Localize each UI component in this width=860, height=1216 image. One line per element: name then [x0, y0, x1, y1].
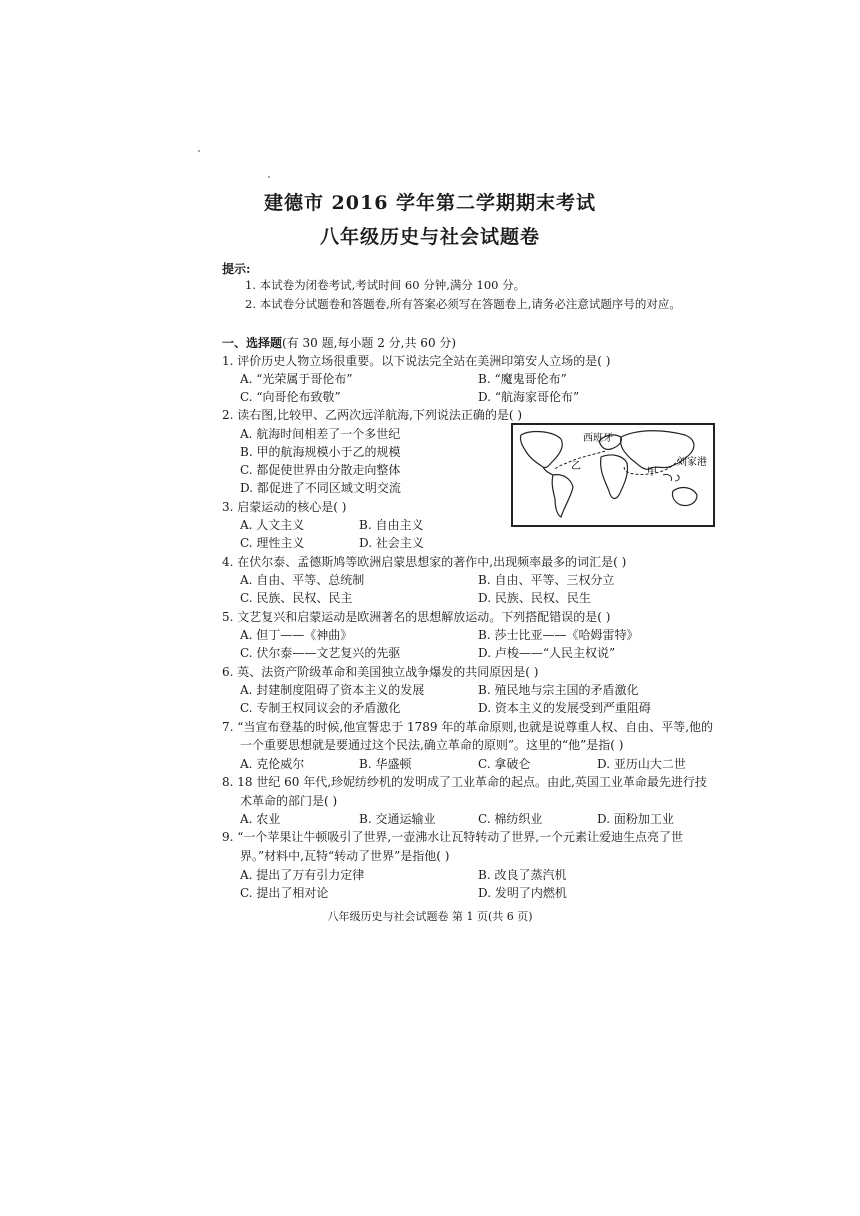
australia-shape	[672, 488, 697, 506]
option-a: A. 自由、平等、总统制	[240, 573, 365, 587]
notes-label: 提示:	[222, 262, 251, 276]
option-a: A. 航海时间相差了一个多世纪	[240, 427, 401, 441]
option-c: C. 理性主义	[240, 536, 305, 550]
option-d: D. 民族、民权、民生	[478, 591, 591, 605]
islands-shape	[663, 474, 679, 481]
note-item: 1. 本试卷为闭卷考试,考试时间 60 分钟,满分 100 分。	[245, 278, 526, 292]
option-c: C. 专制王权同议会的矛盾激化	[240, 701, 401, 715]
question-stem: 4. 在伏尔泰、孟德斯鸠等欧洲启蒙思想家的著作中,出现频率最多的词汇是( )	[222, 555, 627, 569]
option-d: D. 亚历山大二世	[597, 757, 686, 771]
exam-title: 建德市 2016 学年第二学期期末考试	[263, 192, 597, 214]
question-stem-continued: 一个重要思想就是要通过这个民法,确立革命的原则”。这里的“他”是指( )	[240, 738, 624, 752]
option-d: D. 面粉加工业	[597, 812, 674, 826]
section-label: 一、选择题	[222, 336, 283, 350]
question-stem: 5. 文艺复兴和启蒙运动是欧洲著名的思想解放运动。下列搭配错误的是( )	[222, 610, 611, 624]
option-a: A. 提出了万有引力定律	[240, 868, 365, 882]
option-d: D. 社会主义	[359, 536, 424, 550]
option-b: B. 改良了蒸汽机	[478, 868, 567, 882]
question-stem: 7. “当宣布登基的时候,他宣誓忠于 1789 年的革命原则,也就是说尊重人权、自由、平等,他的	[222, 720, 714, 734]
option-a: A. “光荣属于哥伦布”	[240, 372, 353, 386]
question-stem: 8. 18 世纪 60 年代,珍妮纺纱机的发明成了工业革命的起点。由此,英国工业革命最先进行技	[222, 775, 707, 789]
map-label-yi: 乙	[571, 461, 581, 472]
scan-speck	[268, 176, 270, 178]
africa-shape	[601, 455, 628, 498]
option-a: A. 人文主义	[240, 518, 305, 532]
option-c: C. “向哥伦布致敬”	[240, 390, 341, 404]
option-c: C. 都促使世界由分散走向整体	[240, 463, 401, 477]
world-map-drawing	[513, 425, 713, 525]
voyage-map	[511, 423, 715, 527]
option-c: C. 拿破仑	[478, 757, 531, 771]
option-b: B. “魔鬼哥伦布”	[478, 372, 567, 386]
option-b: B. 交通运输业	[359, 812, 436, 826]
option-c: C. 棉纺织业	[478, 812, 543, 826]
option-d: D. 资本主义的发展受到严重阻碍	[478, 701, 651, 715]
option-b: B. 莎士比亚——《哈姆雷特》	[478, 628, 639, 642]
option-b: B. 自由主义	[359, 518, 424, 532]
question-stem: 2. 读右图,比较甲、乙两次远洋航海,下列说法正确的是( )	[222, 408, 523, 422]
question-stem: 1. 评价历史人物立场很重要。以下说法完全站在美洲印第安人立场的是( )	[222, 354, 611, 368]
map-label-spain: 西班牙	[583, 433, 613, 444]
option-b: B. 自由、平等、三权分立	[478, 573, 615, 587]
question-stem: 6. 英、法资产阶级革命和美国独立战争爆发的共同原因是( )	[222, 665, 539, 679]
option-c: C. 提出了相对论	[240, 886, 329, 900]
option-a: A. 但丁——《神曲》	[240, 628, 353, 642]
question-stem-continued: 术革命的部门是( )	[240, 794, 338, 808]
scan-speck	[198, 150, 200, 152]
option-a: A. 封建制度阻碍了资本主义的发展	[240, 683, 425, 697]
option-d: D. 发明了内燃机	[478, 886, 567, 900]
option-c: C. 民族、民权、民主	[240, 591, 353, 605]
section-heading	[222, 334, 456, 351]
option-b: B. 殖民地与宗主国的矛盾激化	[478, 683, 639, 697]
central-america-shape	[543, 467, 553, 475]
note-item: 2. 本试卷分试题卷和答题卷,所有答案必须写在答题卷上,请务必注意试题序号的对应。	[245, 297, 681, 311]
south-america-shape	[552, 475, 573, 517]
question-stem: 9. “一个苹果让牛顿吸引了世界,一壶沸水让瓦特转动了世界,一个元素让爱迪生点亮了世	[222, 830, 684, 844]
question-stem-continued: 界。”材料中,瓦特“转动了世界”是指他( )	[240, 849, 450, 863]
option-b: B. 甲的航海规模小于乙的规模	[240, 445, 401, 459]
option-d: D. “航海家哥伦布”	[478, 390, 580, 404]
page-footer: 八年级历史与社会试题卷 第 1 页(共 6 页)	[327, 910, 533, 923]
option-a: A. 农业	[240, 812, 281, 826]
question-stem: 3. 启蒙运动的核心是( )	[222, 500, 347, 514]
option-d: D. 卢梭——“人民主权说”	[478, 646, 616, 660]
option-c: C. 伏尔泰——文艺复兴的先驱	[240, 646, 401, 660]
map-label-liujiagang: 刘家港	[677, 457, 707, 468]
exam-subtitle: 八年级历史与社会试题卷	[319, 226, 540, 248]
north-america-shape	[520, 432, 562, 468]
option-d: D. 都促进了不同区域文明交流	[240, 481, 401, 495]
map-label-jia: 甲	[647, 467, 657, 478]
option-a: A. 克伦威尔	[240, 757, 305, 771]
option-b: B. 华盛顿	[359, 757, 412, 771]
section-desc: (有 30 题,每小题 2 分,共 60 分)	[282, 336, 457, 350]
